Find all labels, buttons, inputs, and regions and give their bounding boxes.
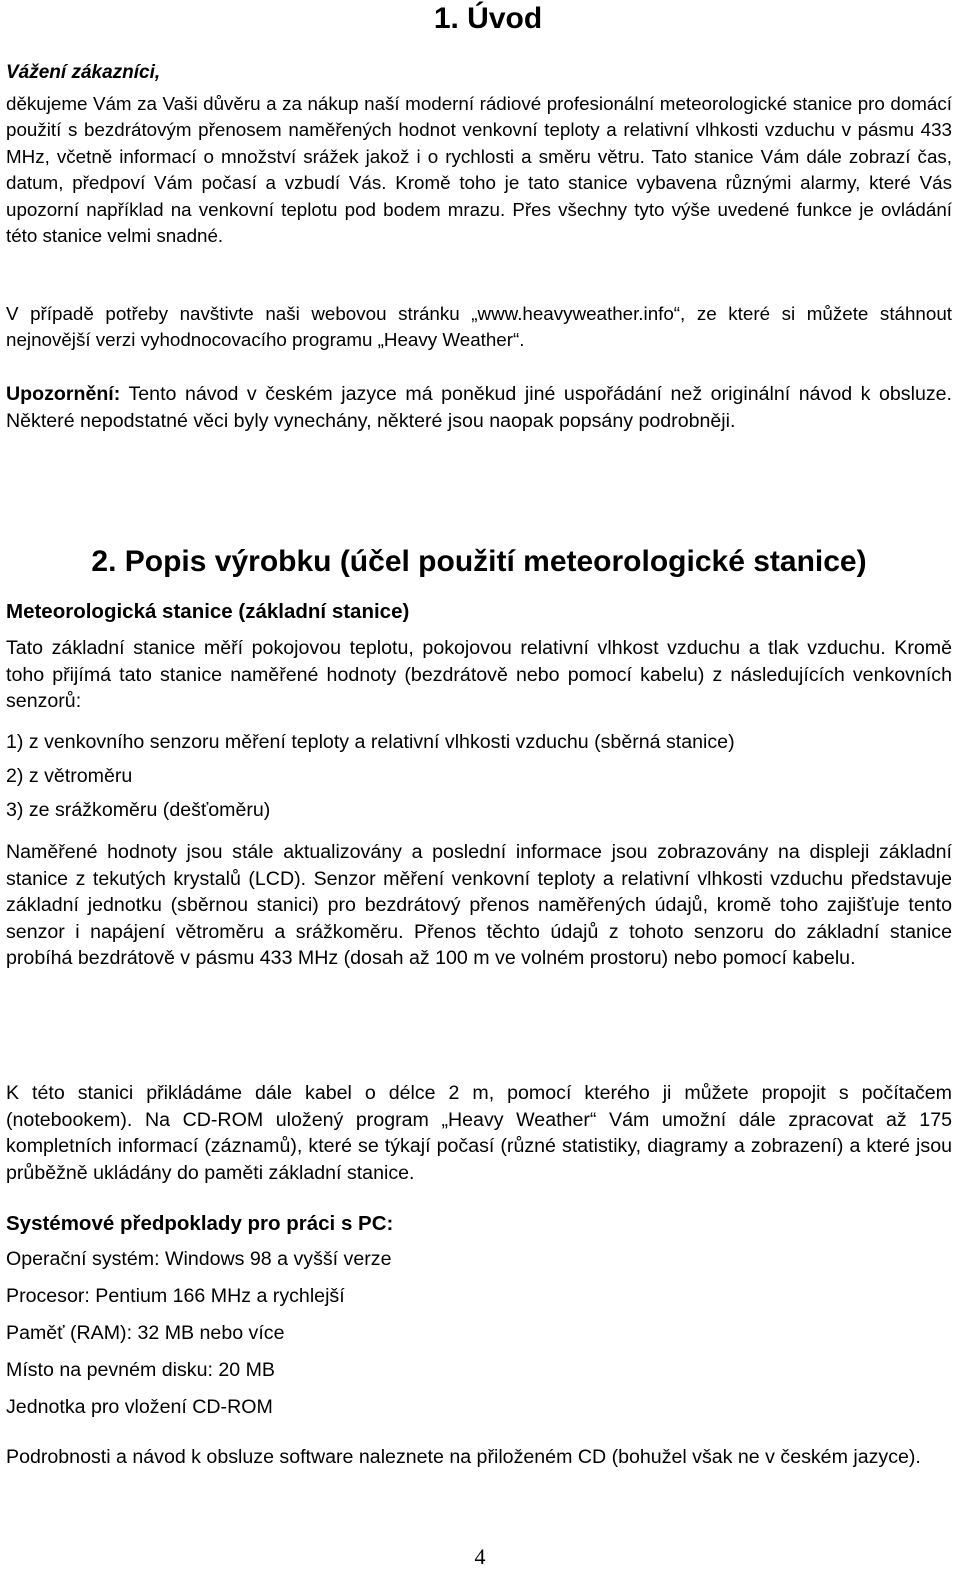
visit-paragraph: V případě potřeby navštivte naši webovou stránku „www.heavyweather.info“, ze které si můžete stáhnout nejnovější verzi vyhodnocovacího programu „Heavy Weather“. — [6, 303, 952, 351]
sensor-item: 3) ze srážkoměru (dešťoměru) — [6, 799, 271, 821]
requirement-item: Procesor: Pentium 166 MHz a rychlejší — [6, 1285, 345, 1307]
sensor-item: 1) z venkovního senzoru měření teploty a relativní vlhkosti vzduchu (sběrná stanice) — [6, 731, 735, 753]
requirement-item: Místo na pevném disku: 20 MB — [6, 1359, 275, 1381]
warning-paragraph — [6, 381, 952, 434]
page-number: 4 — [474, 1544, 486, 1569]
measurement-paragraph: Naměřené hodnoty jsou stále aktualizovány a poslední informace jsou zobrazovány na displeji základní stanice z tekutých krystalů (LCD). Senzor měření venkovní teploty a relativní vlhkosti vzduchu představuje základní jednotku (sběrnou stanici) pro bezdrátový přenos naměřených údajů, kromě toho zajišťuje tento senzor i napájení větroměru a srážkoměru. Přenos těchto údajů z tohoto senzoru do základní stanice probíhá bezdrátově v pásmu 433 MHz (dosah až 100 m ve volném prostoru) nebo pomocí kabelu. — [6, 841, 952, 969]
requirement-item: Operační systém: Windows 98 a vyšší verze — [6, 1248, 392, 1270]
section-2-subtitle: Meteorologická stanice (základní stanice) — [6, 600, 410, 623]
requirements-title: Systémové předpoklady pro práci s PC: — [6, 1212, 394, 1235]
section-2-title: 2. Popis výrobku (účel použití meteorologické stanice) — [91, 545, 867, 578]
greeting-text: Vážení zákazníci, — [6, 62, 161, 83]
warning-label: Upozornění: — [6, 383, 121, 405]
closing-paragraph: Podrobnosti a návod k obsluze software naleznete na přiloženém CD (bohužel však ne v českém jazyce). — [6, 1446, 921, 1468]
requirement-item: Jednotka pro vložení CD-ROM — [6, 1396, 273, 1418]
cable-paragraph: K této stanici přikládáme dále kabel o délce 2 m, pomocí kterého ji můžete propojit s počítačem (notebookem). Na CD-ROM uložený program „Heavy Weather“ Vám umožní dále zpracovat až 175 kompletních informací (záznamů), které se týkají počasí (různé statistiky, diagramy a zobrazení) a které jsou průběžně ukládány do paměti základní stanice. — [6, 1082, 952, 1184]
requirement-item: Paměť (RAM): 32 MB nebo více — [6, 1322, 285, 1344]
sensor-item: 2) z větroměru — [6, 765, 133, 787]
warning-text: Tento návod v českém jazyce má poněkud jiné uspořádání než originální návod k obsluze. Některé nepodstatné věci byly vynechány, některé jsou naopak popsány podrobněji. — [6, 383, 952, 432]
intro-paragraph: děkujeme Vám za Vaši důvěru a za nákup naší moderní rádiové profesionální meteorologické stanice pro domácí použití s bezdrátovým přenosem naměřených hodnot venkovní teploty a relativní vlhkosti vzduchu v pásmu 433 MHz, včetně informací o množství srážek jakož i o rychlosti a směru větru. Tato stanice Vám dále zobrazí čas, datum, předpoví Vám počasí a vzbudí Vás. Kromě toho je tato stanice vybavena různými alarmy, které Vás upozorní například na venkovní teplotu pod bodem mrazu. Přes všechny tyto výše uvedené funkce je ovládání této stanice velmi snadné. — [6, 93, 952, 247]
section-1-title: 1. Úvod — [433, 2, 543, 35]
greeting — [6, 60, 952, 87]
description-paragraph: Tato základní stanice měří pokojovou teplotu, pokojovou relativní vlhkost vzduchu a tlak vzduchu. Kromě toho přijímá tato stanice naměřené hodnoty (bezdrátově nebo pomocí kabelu) z následujících venkovních senzorů: — [6, 637, 952, 712]
